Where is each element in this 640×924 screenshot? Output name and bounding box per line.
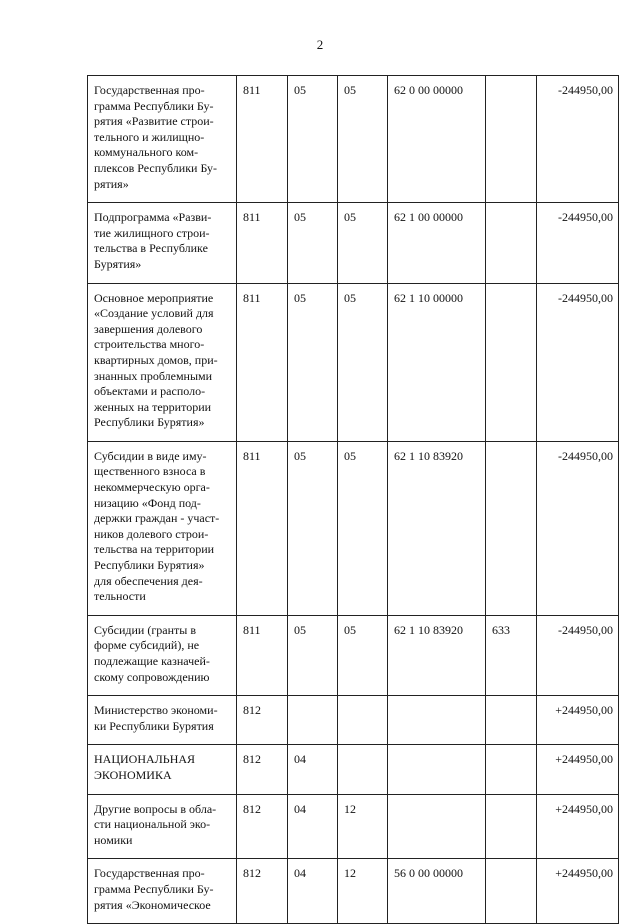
amount-cell: +244950,00 (537, 696, 619, 745)
subsection-code-cell: 05 (338, 615, 388, 695)
item-name-line: Субсидии в виде иму- (94, 448, 207, 463)
ministry-code-cell: 812 (237, 859, 288, 924)
item-name-line: Другие вопросы в обла- (94, 801, 217, 816)
expense-type-cell (486, 696, 537, 745)
item-name-line: тельности (94, 589, 146, 604)
item-name-line: рятия «Развитие строи- (94, 114, 214, 129)
item-name-line: Субсидии (гранты в (94, 622, 196, 637)
subsection-code-cell: 12 (338, 859, 388, 924)
amount-cell: -244950,00 (537, 615, 619, 695)
item-name-line: тельства в Республике (94, 241, 208, 256)
item-name-line: низацию «Фонд под- (94, 495, 201, 510)
item-name-cell (88, 859, 237, 924)
item-name-line: Основное мероприятие (94, 290, 214, 305)
table-row (88, 794, 619, 859)
section-code-cell: 05 (288, 615, 338, 695)
amount-cell: -244950,00 (537, 283, 619, 441)
item-name-line: рятия» (94, 176, 129, 191)
subsection-code-cell (338, 745, 388, 794)
item-name-line: Подпрограмма «Разви- (94, 210, 212, 225)
item-name-cell (88, 794, 237, 859)
amount-cell: +244950,00 (537, 745, 619, 794)
item-name-line: ников долевого строи- (94, 526, 209, 541)
item-name-cell (88, 441, 237, 615)
subsection-code-cell: 05 (338, 283, 388, 441)
subsection-code-cell: 12 (338, 794, 388, 859)
table-row (88, 203, 619, 283)
item-name-line: коммунального ком- (94, 145, 199, 160)
item-name-line: ки Республики Бурятия (94, 718, 214, 733)
target-article-cell (388, 696, 486, 745)
item-name-line: скому сопровождению (94, 669, 210, 684)
expense-type-cell (486, 203, 537, 283)
item-name-cell (88, 203, 237, 283)
item-name-line: объектами и располо- (94, 384, 206, 399)
table-row (88, 615, 619, 695)
item-name-line: рятия «Экономическое (94, 897, 211, 912)
ministry-code-cell: 811 (237, 283, 288, 441)
item-name-line: держки граждан - участ- (94, 511, 220, 526)
table-row (88, 696, 619, 745)
item-name-line: строительства много- (94, 337, 205, 352)
target-article-cell: 62 1 00 00000 (388, 203, 486, 283)
subsection-code-cell (338, 696, 388, 745)
ministry-code-cell: 811 (237, 76, 288, 203)
target-article-cell (388, 794, 486, 859)
subsection-code-cell: 05 (338, 76, 388, 203)
subsection-code-cell: 05 (338, 441, 388, 615)
item-name-line: плексов Республики Бу- (94, 160, 218, 175)
item-name-line: Государственная про- (94, 866, 205, 881)
section-code-cell: 05 (288, 441, 338, 615)
item-name-line: форме субсидий), не (94, 638, 200, 653)
item-name-line: «Создание условий для (94, 306, 214, 321)
item-name-cell (88, 76, 237, 203)
expense-type-cell (486, 794, 537, 859)
budget-table-body (88, 76, 619, 924)
item-name-line: Республики Бурятия» (94, 415, 205, 430)
target-article-cell: 62 1 10 83920 (388, 615, 486, 695)
item-name-line: квартирных домов, при- (94, 352, 218, 367)
item-name-line: ЭКОНОМИКА (94, 767, 172, 782)
target-article-cell: 56 0 00 00000 (388, 859, 486, 924)
ministry-code-cell: 812 (237, 794, 288, 859)
section-code-cell: 05 (288, 283, 338, 441)
item-name-line: для обеспечения дея- (94, 573, 203, 588)
item-name-line: номики (94, 832, 133, 847)
item-name-line: Министерство экономи- (94, 703, 218, 718)
ministry-code-cell: 811 (237, 615, 288, 695)
item-name-line: некоммерческую орга- (94, 480, 210, 495)
expense-type-cell (486, 859, 537, 924)
amount-cell: +244950,00 (537, 859, 619, 924)
table-row (88, 745, 619, 794)
item-name-line: Бурятия» (94, 256, 142, 271)
target-article-cell (388, 745, 486, 794)
amount-cell: -244950,00 (537, 441, 619, 615)
expense-type-cell (486, 441, 537, 615)
item-name-line: тельства на территории (94, 542, 215, 557)
target-article-cell: 62 0 00 00000 (388, 76, 486, 203)
amount-cell: +244950,00 (537, 794, 619, 859)
budget-table (87, 75, 619, 924)
expense-type-cell (486, 745, 537, 794)
item-name-cell (88, 696, 237, 745)
item-name-line: грамма Республики Бу- (94, 98, 214, 113)
subsection-code-cell: 05 (338, 203, 388, 283)
amount-cell: -244950,00 (537, 203, 619, 283)
expense-type-cell: 633 (486, 615, 537, 695)
table-row (88, 76, 619, 203)
ministry-code-cell: 812 (237, 696, 288, 745)
target-article-cell: 62 1 10 00000 (388, 283, 486, 441)
section-code-cell: 04 (288, 745, 338, 794)
expense-type-cell (486, 76, 537, 203)
item-name-cell (88, 745, 237, 794)
section-code-cell: 04 (288, 859, 338, 924)
section-code-cell: 05 (288, 76, 338, 203)
section-code-cell: 04 (288, 794, 338, 859)
table-row (88, 859, 619, 924)
section-code-cell: 05 (288, 203, 338, 283)
table-row (88, 441, 619, 615)
table-row (88, 283, 619, 441)
section-code-cell (288, 696, 338, 745)
item-name-line: щественного взноса в (94, 464, 206, 479)
target-article-cell: 62 1 10 83920 (388, 441, 486, 615)
item-name-line: подлежащие казначей- (94, 654, 210, 668)
ministry-code-cell: 811 (237, 441, 288, 615)
item-name-line: сти национальной эко- (94, 817, 211, 832)
item-name-line: тие жилищного строи- (94, 225, 210, 240)
item-name-line: Республики Бурятия» (94, 558, 205, 573)
item-name-cell (88, 615, 237, 695)
item-name-cell (88, 283, 237, 441)
item-name-line: знанных проблемными (94, 368, 213, 383)
amount-cell: -244950,00 (537, 76, 619, 203)
expense-type-cell (486, 283, 537, 441)
item-name-line: женных на территории (94, 399, 212, 414)
item-name-line: тельного и жилищно- (94, 129, 205, 144)
ministry-code-cell: 811 (237, 203, 288, 283)
item-name-line: завершения долевого (94, 321, 203, 336)
ministry-code-cell: 812 (237, 745, 288, 794)
item-name-line: грамма Республики Бу- (94, 881, 214, 896)
item-name-line: Государственная про- (94, 83, 205, 97)
page-number: 2 (316, 37, 324, 52)
item-name-line: НАЦИОНАЛЬНАЯ (94, 752, 196, 767)
